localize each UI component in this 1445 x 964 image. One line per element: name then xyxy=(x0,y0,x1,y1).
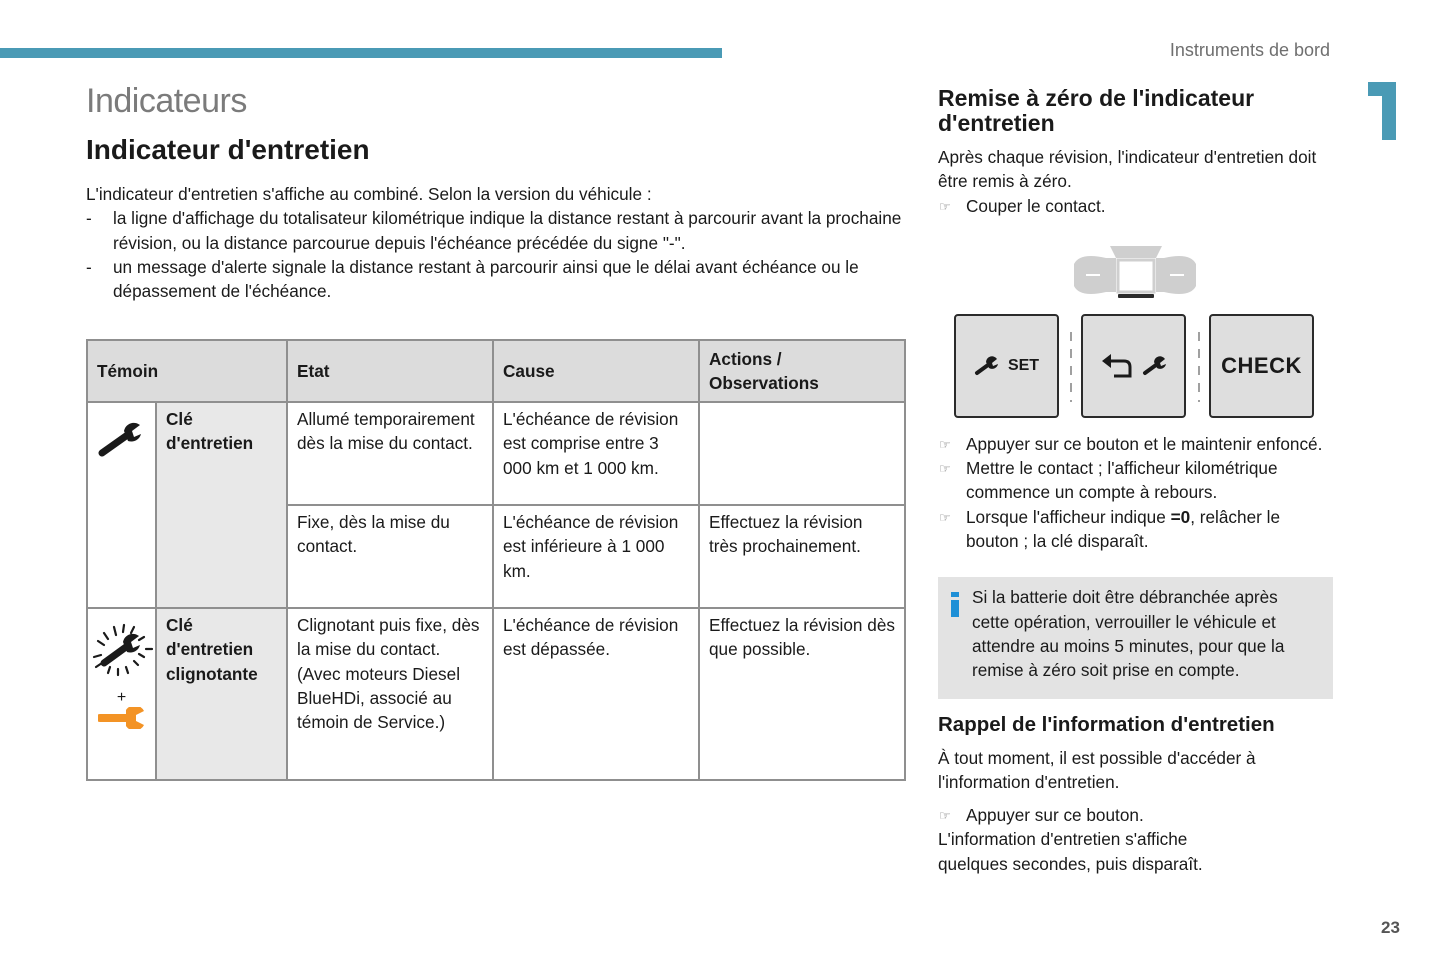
cause-cell: L'échéance de révision est comprise entre 3 000 km et 1 000 km. xyxy=(493,402,699,505)
step-item xyxy=(938,194,1333,218)
action-cell: Effectuez la révision très prochainement. xyxy=(699,505,905,608)
pointing-hand-icon: ☞ xyxy=(939,436,951,452)
reset-button[interactable] xyxy=(1081,314,1186,418)
pointing-hand-icon: ☞ xyxy=(939,509,951,525)
step-text: Mettre le contact ; l'afficheur kilométrique commence un compte à rebours. xyxy=(966,458,1278,503)
action-cell xyxy=(699,402,905,505)
intro-paragraph: L'indicateur d'entretien s'affiche au combiné. Selon la version du véhicule : xyxy=(86,184,652,204)
step-text: Appuyer sur ce bouton. xyxy=(966,805,1144,826)
etat-cell: Clignotant puis fixe, dès la mise du contact. (Avec moteurs Diesel BlueHDi, associé au témoin de Service.) xyxy=(287,608,493,780)
set-button-label: SET xyxy=(1007,356,1040,374)
intro-text xyxy=(86,182,906,303)
wrench-icon xyxy=(974,356,1000,376)
header-cause: Cause xyxy=(493,340,699,402)
running-head: Instruments de bord xyxy=(1169,40,1330,60)
icon-cell xyxy=(87,402,156,608)
divider xyxy=(1070,332,1072,402)
check-button[interactable]: CHECK xyxy=(1209,314,1314,418)
step-item xyxy=(938,432,1333,456)
right-column xyxy=(938,86,1333,876)
icon-cell xyxy=(87,608,156,780)
info-text: Si la batterie doit être débranchée après cette opération, verrouiller le véhicule et attendre au moins 5 minutes, pour que la remise à zéro soit prise en compte. xyxy=(972,587,1285,681)
step-text: , relâcher le bouton ; la clé disparaît. xyxy=(966,506,1281,552)
table-row xyxy=(87,608,905,780)
reset-intro: Après chaque révision, l'indicateur d'entretien doit être remis à zéro. xyxy=(938,147,1317,192)
pointing-hand-icon: ☞ xyxy=(939,461,951,477)
pointing-hand-icon: ☞ xyxy=(939,808,951,824)
step-item xyxy=(938,456,1333,505)
set-button[interactable] xyxy=(954,314,1059,418)
info-icon xyxy=(951,592,959,617)
step-text: Appuyer sur ce bouton et le maintenir enfoncé. xyxy=(966,433,1323,454)
etat-cell: Fixe, dès la mise du contact. xyxy=(287,505,493,608)
table-row xyxy=(87,402,905,505)
divider xyxy=(1198,332,1200,402)
step-item xyxy=(938,505,1333,554)
recall-title: Rappel de l'information d'entretien xyxy=(938,712,1275,736)
button-diagram xyxy=(938,238,1333,428)
page-number: 23 xyxy=(1381,918,1400,937)
table-header-row xyxy=(87,340,905,402)
step-text: Couper le contact. xyxy=(966,195,1106,216)
etat-cell: Allumé temporairement dès la mise du contact. xyxy=(287,402,493,505)
pointing-hand-icon: ☞ xyxy=(939,198,951,214)
service-wrench-icon xyxy=(98,707,146,729)
wrench-icon xyxy=(1142,356,1168,376)
step-item xyxy=(938,803,1333,827)
intro-bullet-list xyxy=(86,206,906,303)
page-title: Indicateur d'entretien xyxy=(86,134,370,165)
cause-cell: L'échéance de révision est dépassée. xyxy=(493,608,699,780)
reset-steps xyxy=(938,432,1333,553)
reset-title: Remise à zéro de l'indicateur d'entretien xyxy=(938,85,1255,136)
header-etat: Etat xyxy=(287,340,493,402)
header-actions: Actions / Observations xyxy=(699,340,905,402)
action-cell: Effectuez la révision dès que possible. xyxy=(699,608,905,780)
step-text: Lorsque l'afficheur indique xyxy=(966,506,1171,527)
intro-bullet: - la ligne d'affichage du totalisateur kilométrique indique la distance restant à parcourir avant la prochaine révision, ou la distance parcourue depuis l'échéance précédée du signe "-". xyxy=(86,206,906,255)
section-title: Indicateurs xyxy=(86,82,247,120)
chapter-number-1 xyxy=(1368,82,1396,140)
intro-bullet: - un message d'alerte signale la distance restant à parcourir ainsi que le délai avant échéance ou le dépassement de l'échéance. xyxy=(86,255,906,304)
instrument-cluster-icon xyxy=(1070,244,1200,304)
cause-cell: L'échéance de révision est inférieure à 1 000 km. xyxy=(493,505,699,608)
plus-sign: + xyxy=(116,689,127,707)
header-accent-bar xyxy=(0,48,722,58)
flashing-wrench-icon xyxy=(90,619,154,683)
step-value: =0 xyxy=(1170,506,1191,527)
indicator-name: Clé d'entretien clignotante xyxy=(156,608,287,780)
indicator-name: Clé d'entretien xyxy=(156,402,287,608)
indicator-table xyxy=(86,339,906,781)
recall-result: L'information d'entretien s'affiche quelques secondes, puis disparaît. xyxy=(938,829,1203,874)
header-temoin: Témoin xyxy=(87,340,287,402)
return-arrow-icon xyxy=(1100,352,1134,380)
info-note xyxy=(938,577,1333,698)
recall-intro: À tout moment, il est possible d'accéder à l'information d'entretien. xyxy=(938,747,1256,792)
wrench-icon xyxy=(98,419,146,459)
